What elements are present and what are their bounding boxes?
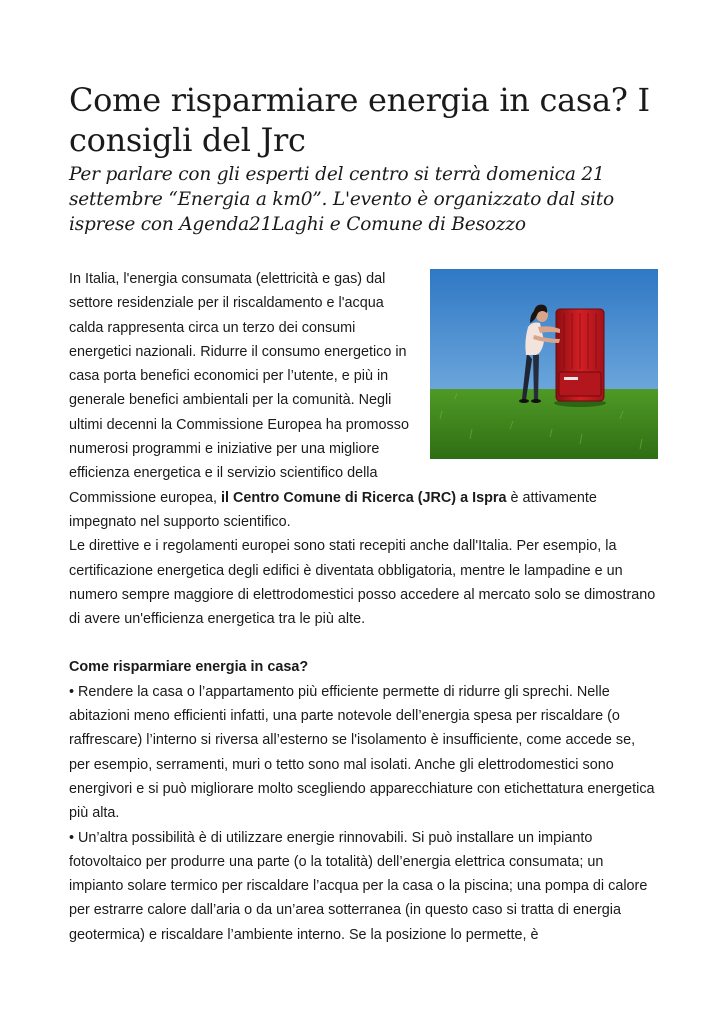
- article-photo: [430, 269, 658, 459]
- article: [69, 80, 659, 947]
- intro-text-end: è attivamente impegnato nel supporto scientifico.: [69, 489, 597, 530]
- paragraph-directives: Le direttive e i regolamenti europei sono stati recepiti anche dall'Italia. Per esempio, la certificazione energetica degli edifici è diventata obbligatoria, mentre le lampadine e un numero sempre maggiore di elettrodomestici posso accedere al mercato solo se dimostrano di avere un'efficienza energetica tra le più alte.: [69, 538, 656, 628]
- jrc-name: il Centro Comune di Ricerca (JRC) a Ispra: [220, 489, 507, 506]
- intro-text: In Italia, l'energia consumata (elettricità e gas) dal settore residenziale per il riscaldamento e l'acqua calda rappresenta circa un terzo dei consumi energetici nazionali. Ridurre il consumo energetico in casa porta benefici economici per l’utente, e più in generale benefici ambientali per la comunità. Negli ultimi decenni la Commissione Europea ha promosso numerosi programmi e iniziative per una migliore efficienza energetica e il servizio scientifico della Commissione europea,: [69, 271, 409, 506]
- article-body: [69, 267, 659, 947]
- woman-hugging-fridge-photo-icon: [430, 269, 658, 459]
- article-title: Come risparmiare energia in casa? I consigli del Jrc: [69, 81, 650, 159]
- section-heading: Come risparmiare energia in casa?: [69, 659, 309, 676]
- article-subtitle: Per parlare con gli esperti del centro si terrà domenica 21 settembre “Energia a km0”. L'evento è organizzato dal sito isprese con Agenda21Laghi e Comune di Besozzo: [69, 164, 614, 235]
- bullet-efficiency: • Rendere la casa o l’appartamento più efficiente permette di ridurre gli sprechi. Nelle abitazioni meno efficienti infatti, una parte notevole dell’energia spesa per riscaldare (o raffrescare) l’interno si riversa all’esterno se l'isolamento è insufficiente, come accede se, per esempio, serramenti, muri o tetto sono mal isolati. Anche gli elettrodomestici sono energivori e si può migliorare molto scegliendo apparecchiature con etichettatura energetica più alta.: [69, 683, 655, 822]
- paragraph-spacer: [69, 631, 659, 655]
- bullet-renewables: • Un’altra possibilità è di utilizzare energie rinnovabili. Si può installare un impianto fotovoltaico per produrre una parte (o la totalità) dell’energia elettrica consumata; un impianto solare termico per riscaldare l’acqua per la casa o la piscina; una pompa di calore per estrarre calore dall’aria o da un’area sotterranea (in questo caso si tratta di energia geotermica) e riscaldare l’ambiente interno. Se la posizione lo permette, è: [69, 829, 648, 943]
